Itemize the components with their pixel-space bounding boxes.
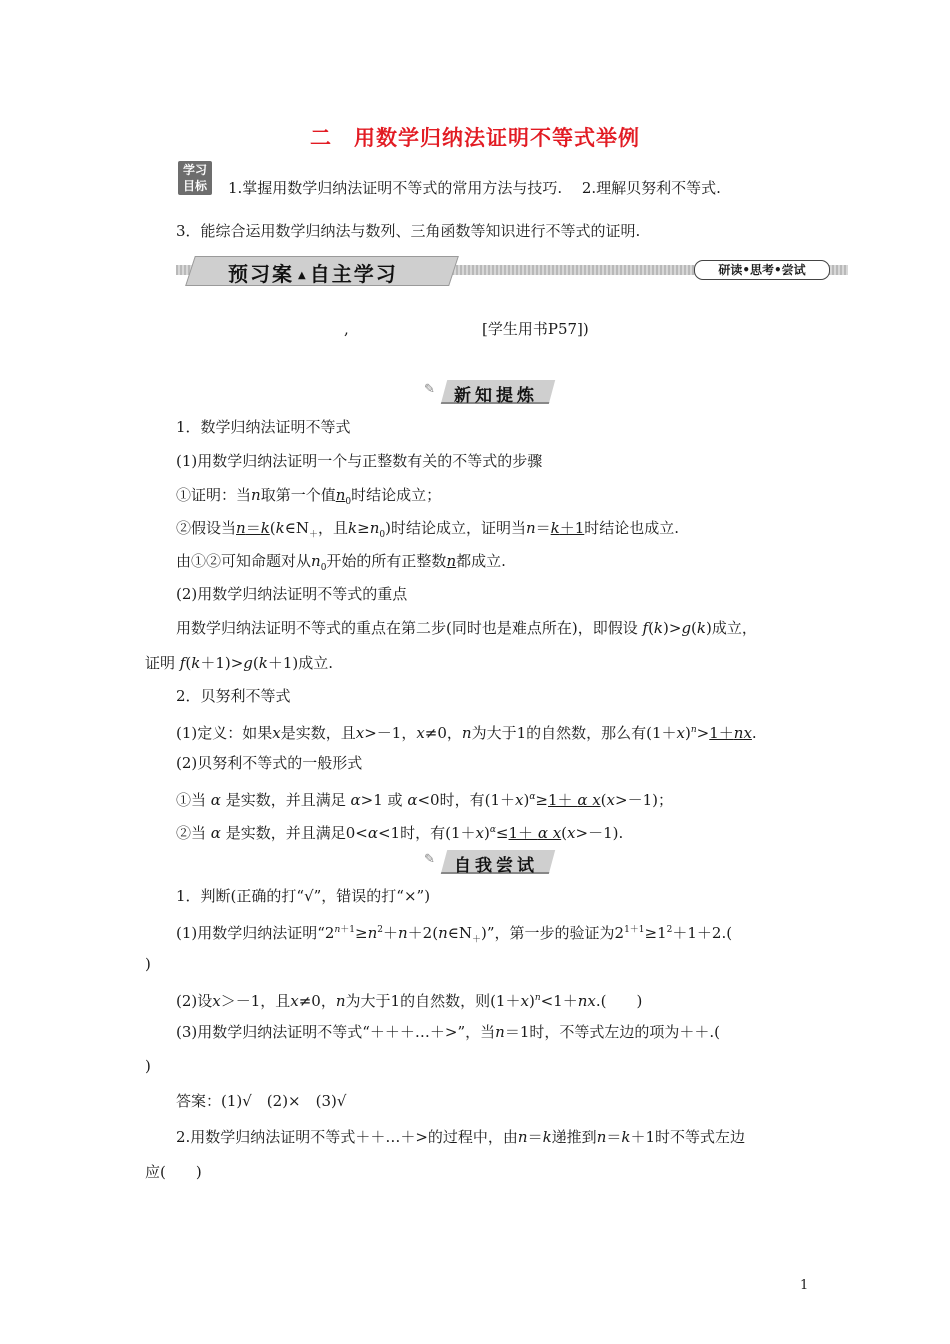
t: ＝ xyxy=(527,1128,543,1146)
t: 时，有(1＋ xyxy=(400,824,476,842)
s2-q1-3-paren: ) xyxy=(145,1057,151,1075)
s1-p8: 证明 f(k＋1)>g(k＋1)成立. xyxy=(145,654,334,672)
t: (1)用数学归纳法证明“2 xyxy=(176,924,335,942)
s1-p11: (2)贝努利不等式的一般形式 xyxy=(176,754,363,772)
t: n xyxy=(369,519,380,537)
ref-comma: , xyxy=(344,320,349,338)
heading-label-text: 自我尝试 xyxy=(454,856,538,876)
s2-q1-2: (2)设x＞－1，且x≠0，n为大于1的自然数，则$(1+x)^n<1+nx$.( ) xyxy=(176,992,643,1010)
t: k xyxy=(348,519,358,537)
t: ＋1＋2.( xyxy=(672,924,733,942)
t: k＋1 xyxy=(550,519,585,537)
t: ≥1 xyxy=(644,924,667,942)
t: 取第一个值 xyxy=(260,486,336,504)
s1-p12: ①当 α 是实数，并且满足 α>1 或 α<0时，有$(1+x)^\alpha\ge 1+ \alpha$ x(x>－1)； xyxy=(176,791,673,809)
t: 时，有(1＋ xyxy=(439,791,516,809)
t: 时结论也成立. xyxy=(584,519,680,537)
banner-left-a: 预习案 xyxy=(228,262,294,286)
t: $n_0$ xyxy=(335,486,352,507)
s1-p3 xyxy=(176,485,441,512)
t: ②当 xyxy=(176,824,207,842)
t: ＋1时不等式左边 xyxy=(630,1128,746,1146)
s1-p1: 1．数学归纳法证明不等式 xyxy=(176,418,351,436)
t: ＝ xyxy=(606,1128,622,1146)
t: 是实数，并且满足0< xyxy=(225,824,368,842)
s1-p5: 由①②可知命题对从$n_0$开始的所有正整数n都成立. xyxy=(176,552,506,573)
t: 1＋ α x xyxy=(548,791,601,809)
t: (3)用数学归纳法证明不等式“＋＋＋…＋>”，当 xyxy=(176,1023,496,1041)
t: ( xyxy=(269,519,276,537)
badge-line-1: 学习 xyxy=(182,163,207,177)
t: ①证明：当 xyxy=(176,486,252,504)
t: n xyxy=(311,552,321,570)
t: 证明 xyxy=(145,654,176,672)
t: .( ) xyxy=(595,992,643,1010)
s2-q1-1-paren: ) xyxy=(145,955,151,973)
t: 递推到 xyxy=(551,1128,597,1146)
t: 为大于1的自然数，则(1＋ xyxy=(345,992,521,1010)
t: 用数学归纳法证明不等式的重点在第二步(同时也是难点所在)，即假设 xyxy=(176,619,638,637)
t: )”，第一步的验证为2 xyxy=(481,924,625,942)
t: ①当 xyxy=(176,791,207,809)
pen-icon: ✎ xyxy=(424,852,435,867)
t: 都成立. xyxy=(456,552,506,570)
t: 是实数，并且满足 xyxy=(225,791,346,809)
section-heading-new-knowledge xyxy=(424,380,554,404)
s1-p10: (1)定义：如果x是实数，且x>－1，x≠0，n为大于1的自然数，那么有$(1+x)^n>1+nx$. xyxy=(176,724,757,742)
section-banner xyxy=(176,256,848,284)
t: 1＋nx xyxy=(709,724,752,742)
s2-q1-3: (3)用数学归纳法证明不等式“＋＋＋…＋>”，当n＝1时，不等式左边的项为＋＋.( xyxy=(176,1023,720,1041)
t: 或 xyxy=(387,791,403,809)
t: 1＋ α x xyxy=(508,824,562,842)
heading-label-text: 新知提炼 xyxy=(454,386,538,406)
s1-p6: (2)用数学归纳法证明不等式的重点 xyxy=(176,585,408,603)
badge-line-2: 目标 xyxy=(182,179,207,193)
t: ∈N xyxy=(447,924,472,942)
t: (2)设 xyxy=(176,992,213,1010)
t: ＞－1，且 xyxy=(220,992,291,1010)
t: ≠0， xyxy=(298,992,336,1010)
title-text: 用数学归纳法证明不等式举例 xyxy=(354,126,640,150)
t: ∈N xyxy=(284,519,309,537)
s2-q2-end: 应( ) xyxy=(145,1163,202,1181)
t: ＋2( xyxy=(407,924,439,942)
t: n＝k xyxy=(236,519,270,537)
banner-triangle-icon: ▲ xyxy=(298,270,306,281)
goal-line-2: 3．能综合运用数学归纳法与数列、三角函数等知识进行不等式的证明. xyxy=(176,222,641,240)
t: 成立， xyxy=(711,619,757,637)
t: n xyxy=(251,486,261,504)
page-number: 1 xyxy=(800,1278,809,1293)
goal-line-1: 1.掌握用数学归纳法证明不等式的常用方法与技巧. 2.理解贝努利不等式. xyxy=(228,179,721,197)
t: ≥ xyxy=(355,924,368,942)
s2-answer: 答案：(1)√ (2)× (3)√ xyxy=(176,1092,347,1110)
pen-icon: ✎ xyxy=(424,382,435,397)
s1-p9: 2．贝努利不等式 xyxy=(176,687,291,705)
t: 2.用数学归纳法证明不等式＋＋…＋>的过程中，由 xyxy=(176,1128,518,1146)
t: ，且 xyxy=(318,519,349,537)
t: n xyxy=(446,552,457,570)
t: 成立. xyxy=(298,654,334,672)
book-reference: [学生用书P57]) xyxy=(482,320,589,338)
t: ＋ xyxy=(382,924,398,942)
t: )时结论成立，证明当 xyxy=(385,519,526,537)
title-number: 二 xyxy=(310,126,332,150)
t: k xyxy=(275,519,285,537)
t: 为大于1的自然数，那么有(1＋ xyxy=(471,724,677,742)
t: 开始的所有正整数 xyxy=(326,552,447,570)
s1-p4: ②假设当$n=k(k\in N_+$，且$k\ge n_0$)时结论成立，证明当n＝k＋1时结论也成立. xyxy=(176,519,680,540)
t: n xyxy=(525,519,536,537)
banner-left-b: 自主学习 xyxy=(309,262,398,286)
s1-p7: 用数学归纳法证明不等式的重点在第二步(同时也是难点所在)，即假设 f(k)>g(k)成立， xyxy=(176,619,757,637)
s2-q2: 2.用数学归纳法证明不等式＋＋…＋>的过程中，由n＝k递推到n＝k＋1时不等式左边 xyxy=(176,1128,746,1146)
t: (1)定义：如果 xyxy=(176,724,273,742)
banner-right-tag: 研读•思考•尝试 xyxy=(694,260,830,280)
s1-p2: (1)用数学归纳法证明一个与正整数有关的不等式的步骤 xyxy=(176,452,543,470)
s2-q1: 1．判断(正确的打“√”，错误的打“×”) xyxy=(176,887,431,905)
t: 时结论成立； xyxy=(351,486,442,504)
banner-left-text xyxy=(228,258,398,287)
t: 是实数，且 xyxy=(280,724,356,742)
s1-p13: ②当 α 是实数，并且满足0<α<1时，有$(1+x)^\alpha\le 1+ \alpha$ x(x>－1). xyxy=(176,824,624,842)
s2-q1-1: (1)用数学归纳法证明“$2^{n+1}\ge n^2+n+2(n\in N_+)$”，第一步的验证为$2^{1+1}\ge 1^2+1+2$.( xyxy=(176,924,733,945)
page-title xyxy=(0,122,950,152)
section-heading-self-try xyxy=(424,850,554,874)
t: ＝1时，不等式左边的项为＋＋.( xyxy=(504,1023,720,1041)
t: ②假设当 xyxy=(176,519,237,537)
t: 由①②可知命题对从 xyxy=(176,552,312,570)
t: <1＋ xyxy=(540,992,578,1010)
learning-goal-badge xyxy=(178,161,212,195)
